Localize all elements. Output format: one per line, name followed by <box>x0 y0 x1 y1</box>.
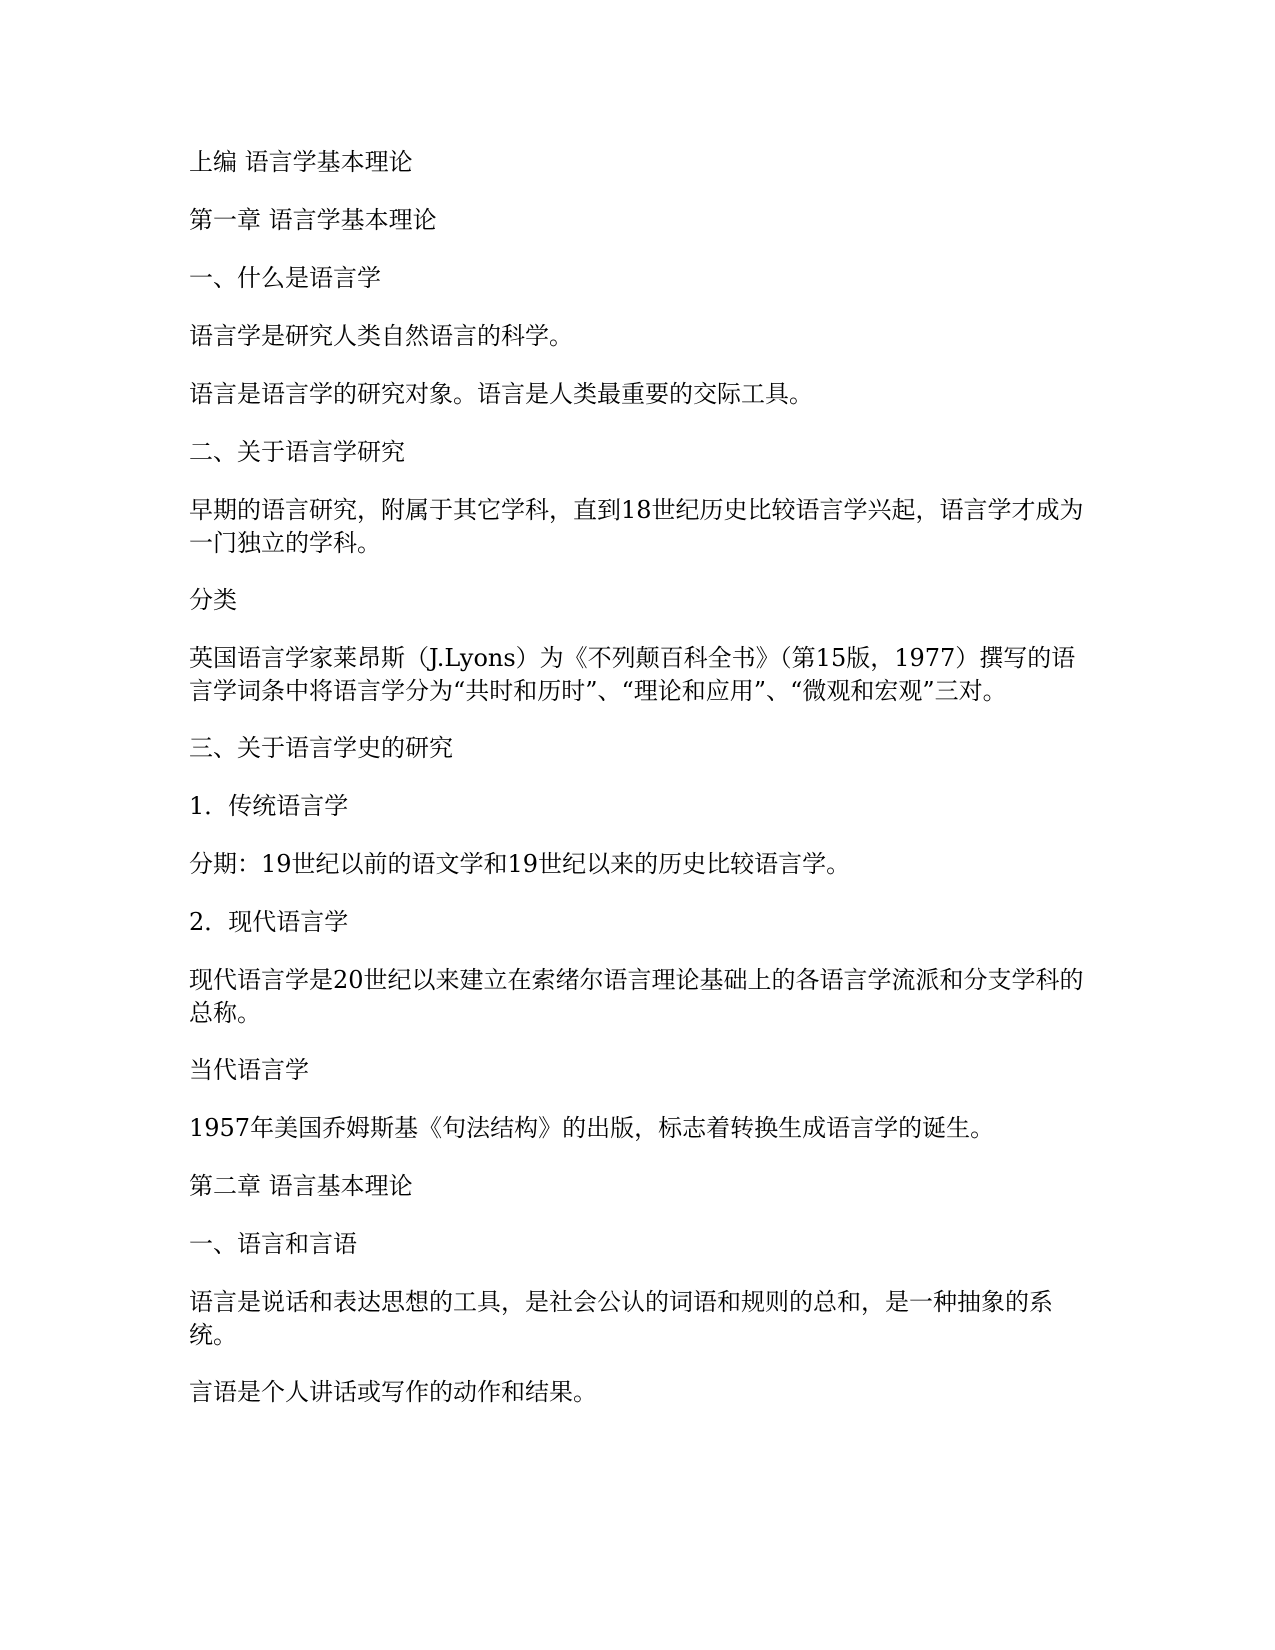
body-paragraph: 言语是个人讲话或写作的动作和结果。 <box>189 1378 597 1406</box>
chapter-1-heading: 第一章 语言学基本理论 <box>189 206 437 234</box>
body-paragraph: 早期的语言研究，附属于其它学科，直到18世纪历史比较语言学兴起，语言学才成为一门独立的学科。 <box>189 496 1084 557</box>
subheading: 2．现代语言学 <box>189 908 349 936</box>
section-heading: 一、什么是语言学 <box>189 264 381 292</box>
body-paragraph: 语言是说话和表达思想的工具，是社会公认的词语和规则的总和，是一种抽象的系统。 <box>189 1288 1053 1349</box>
body-paragraph: 1957年美国乔姆斯基《句法结构》的出版，标志着转换生成语言学的诞生。 <box>189 1114 995 1142</box>
section-heading: 二、关于语言学研究 <box>189 438 405 466</box>
body-paragraph: 现代语言学是20世纪以来建立在索绪尔语言理论基础上的各语言学流派和分支学科的总称。 <box>189 966 1084 1027</box>
body-paragraph: 语言学是研究人类自然语言的科学。 <box>189 322 573 350</box>
body-paragraph: 分期：19世纪以前的语文学和19世纪以来的历史比较语言学。 <box>189 850 851 878</box>
chapter-2-heading: 第二章 语言基本理论 <box>189 1172 413 1200</box>
section-heading: 一、语言和言语 <box>189 1230 357 1258</box>
subheading: 分类 <box>189 586 237 614</box>
part-heading: 上编 语言学基本理论 <box>189 148 413 176</box>
body-paragraph: 语言是语言学的研究对象。语言是人类最重要的交际工具。 <box>189 380 813 408</box>
subheading: 1．传统语言学 <box>189 792 349 820</box>
subheading: 当代语言学 <box>189 1056 309 1084</box>
body-paragraph: 英国语言学家莱昂斯（J.Lyons）为《不列颠百科全书》（第15版，1977）撰写的语言学词条中将语言学分为“共时和历时”、“理论和应用”、“微观和宏观”三对。 <box>189 644 1076 705</box>
section-heading: 三、关于语言学史的研究 <box>189 734 453 762</box>
